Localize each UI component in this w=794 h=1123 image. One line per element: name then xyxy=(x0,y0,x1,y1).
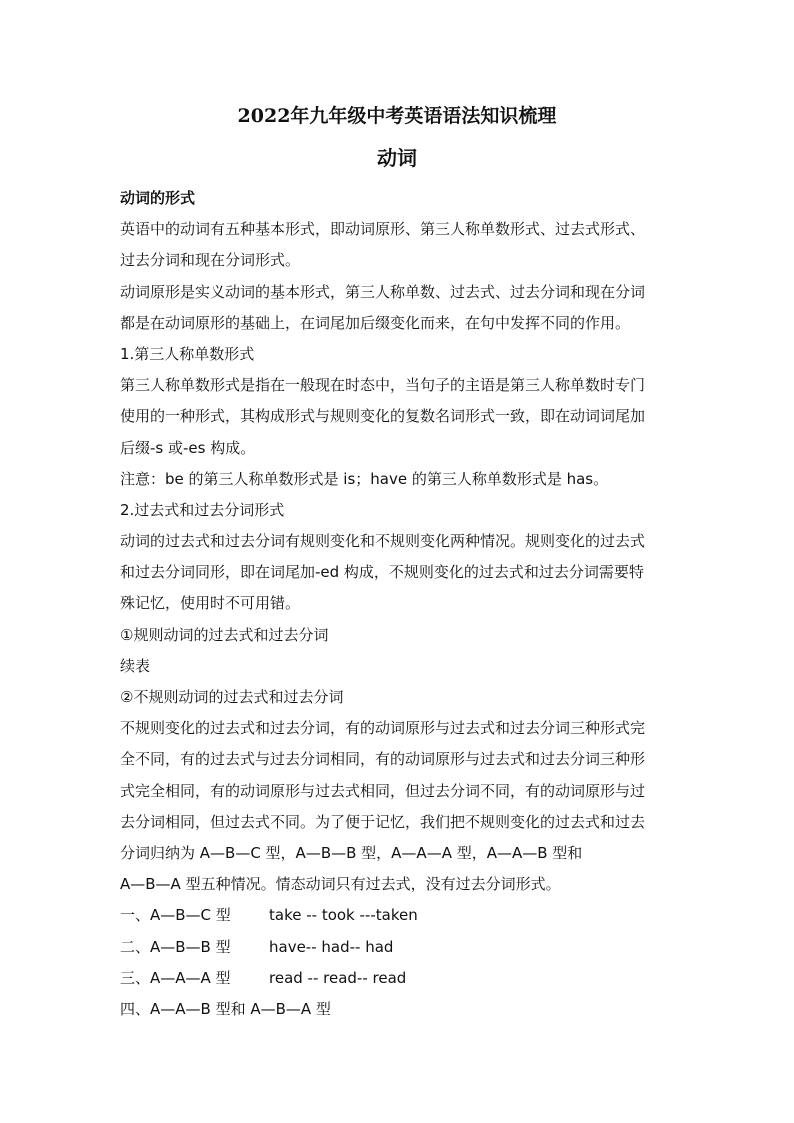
text-line: A—B—A 型五种情况。情态动词只有过去式，没有过去分词形式。 xyxy=(120,875,561,894)
text-line: 使用的一种形式，其构成形式与规则变化的复数名词形式一致，即在动词词尾加 xyxy=(120,407,646,426)
text-line: 动词的过去式和过去分词有规则变化和不规则变化两种情况。规则变化的过去式 xyxy=(120,532,646,551)
pattern-label: 二、A—B—B 型 xyxy=(120,937,231,956)
text-line: 分词归纳为 A—B—C 型，A—B—B 型，A—A—A 型，A—A—B 型和 xyxy=(120,843,583,862)
subsection-heading-third-person: 1.第三人称单数形式 xyxy=(120,344,255,363)
text-line: 英语中的动词有五种基本形式，即动词原形、第三人称单数形式、过去式形式、 xyxy=(120,220,646,239)
text-line: 殊记忆，使用时不可用错。 xyxy=(120,594,301,613)
pattern-example: have-- had-- had xyxy=(269,937,394,956)
pattern-example: take -- took ---taken xyxy=(269,906,418,925)
page-subtitle: 动词 xyxy=(377,146,417,170)
page-title: 2022年九年级中考英语语法知识梳理 xyxy=(237,105,557,127)
text-line: 式完全相同，有的动词原形与过去式相同，但过去分词不同，有的动词原形与过 xyxy=(120,781,646,800)
pattern-row-abb xyxy=(120,932,685,963)
pattern-label: 三、A—A—A 型 xyxy=(120,968,231,987)
note-line: 注意：be 的第三人称单数形式是 is；have 的第三人称单数形式是 has。 xyxy=(120,469,609,488)
text-line: 和过去分词同形，即在词尾加-ed 构成，不规则变化的过去式和过去分词需要特 xyxy=(120,563,644,582)
pattern-heading-aab-aba: 四、A—A—B 型和 A—B—A 型 xyxy=(120,999,331,1018)
subheading-irregular-verbs: ②不规则动词的过去式和过去分词 xyxy=(120,688,344,706)
pattern-label: 一、A—B—C 型 xyxy=(120,906,231,925)
text-line: 不规则变化的过去式和过去分词，有的动词原形与过去式和过去分词三种形式完 xyxy=(120,719,646,738)
text-line: 全不同，有的过去式与过去分词相同，有的动词原形与过去式和过去分词三种形 xyxy=(120,750,646,769)
pattern-row-abc xyxy=(120,900,685,931)
table-continued-label: 续表 xyxy=(120,656,151,675)
text-line: 去分词相同，但过去式不同。为了便于记忆，我们把不规则变化的过去式和过去 xyxy=(120,812,646,831)
text-line: 动词原形是实义动词的基本形式，第三人称单数、过去式、过去分词和现在分词 xyxy=(120,282,646,301)
text-line: 第三人称单数形式是指在一般现在时态中，当句子的主语是第三人称单数时专门 xyxy=(120,376,646,395)
text-line: 后缀-s 或-es 构成。 xyxy=(120,438,256,457)
subsection-heading-past-forms: 2.过去式和过去分词形式 xyxy=(120,500,285,519)
subheading-regular-verbs: ①规则动词的过去式和过去分词 xyxy=(120,625,329,644)
section-heading: 动词的形式 xyxy=(120,189,196,207)
text-line: 都是在动词原形的基础上，在词尾加后缀变化而来，在句中发挥不同的作用。 xyxy=(120,313,631,332)
text-line: 过去分词和现在分词形式。 xyxy=(120,251,301,270)
document-body xyxy=(120,183,685,1025)
pattern-row-aaa xyxy=(120,963,685,994)
pattern-example: read -- read-- read xyxy=(269,968,407,987)
